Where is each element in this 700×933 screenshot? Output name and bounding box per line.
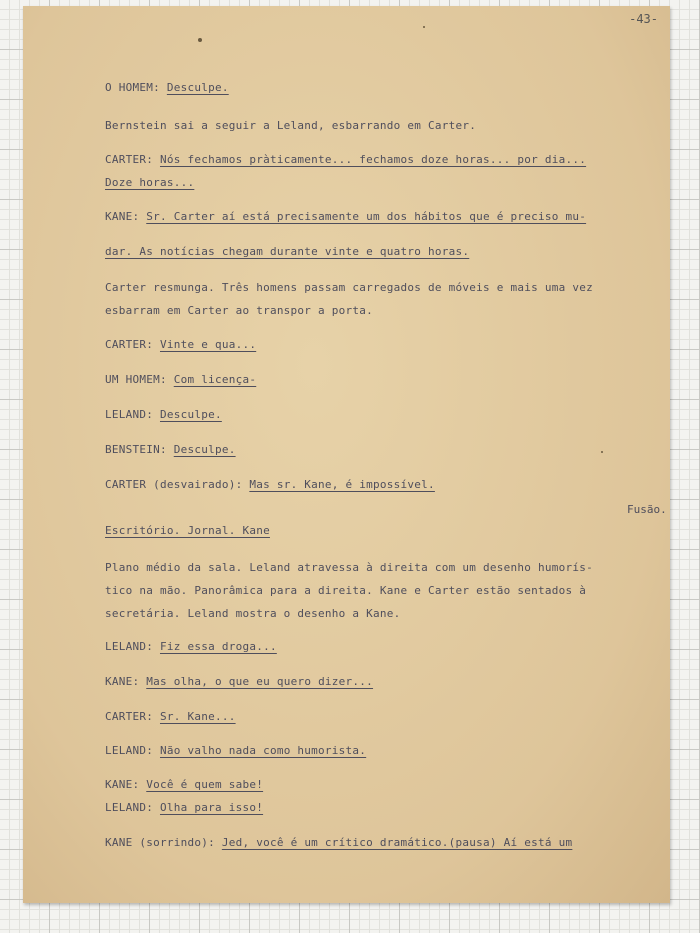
speaker: UM HOMEM: (105, 373, 167, 386)
script-line (105, 210, 586, 223)
script-line (105, 801, 263, 814)
transition-label: Fusão. (627, 503, 667, 516)
script-line (105, 153, 586, 166)
dialogue: Não valho nada como humorista. (159, 744, 367, 757)
speaker: LELAND: (105, 801, 154, 814)
speaker: LELAND: (105, 408, 154, 421)
speaker: CARTER (desvairado): (105, 478, 243, 491)
dialogue: Mas sr. Kane, é impossível. (249, 478, 435, 491)
scene-heading: Escritório. Jornal. Kane (105, 524, 270, 537)
script-line (105, 408, 222, 421)
script-line (105, 640, 277, 653)
dialogue: Você é quem sabe! (146, 778, 264, 791)
stage-direction: esbarram em Carter ao transpor a porta. (105, 304, 374, 317)
dialogue: Desculpe. (166, 81, 229, 94)
dialogue: Fiz essa droga... (159, 640, 277, 653)
speaker: CARTER: (105, 338, 154, 351)
speaker: KANE: (105, 778, 140, 791)
script-line (105, 443, 236, 456)
dialogue: Jed, você é um crítico dramático.(pausa) Aí está um (221, 836, 573, 849)
speaker: CARTER: (105, 710, 154, 723)
script-line (105, 675, 373, 688)
stage-direction: Carter resmunga. Três homens passam carregados de móveis e mais uma vez (105, 281, 593, 294)
dialogue-continued: dar. As notícias chegam durante vinte e quatro horas. (105, 245, 470, 258)
speaker: BENSTEIN: (105, 443, 167, 456)
script-line (105, 81, 229, 94)
dialogue: Vinte e qua... (159, 338, 257, 351)
dialogue: Mas olha, o que eu quero dizer... (146, 675, 374, 688)
script-line (105, 338, 256, 351)
stage-direction: Bernstein sai a seguir a Leland, esbarrando em Carter. (105, 119, 477, 132)
dialogue: Sr. Kane... (159, 710, 236, 723)
dialogue: Sr. Carter aí está precisamente um dos hábitos que é preciso mu- (146, 210, 587, 223)
speaker: LELAND: (105, 640, 154, 653)
dialogue: Desculpe. (159, 408, 222, 421)
speaker: KANE: (105, 675, 140, 688)
speaker: CARTER: (105, 153, 154, 166)
script-line (105, 373, 256, 386)
speaker: LELAND: (105, 744, 154, 757)
script-line (105, 478, 435, 491)
dialogue: Com licença- (173, 373, 257, 386)
script-line (105, 710, 236, 723)
dialogue-continued: Doze horas... (105, 176, 195, 189)
speaker: KANE: (105, 210, 140, 223)
stage-direction: Plano médio da sala. Leland atravessa à direita com um desenho humorís- (105, 561, 593, 574)
stage-direction: tico na mão. Panorâmica para a direita. Kane e Carter estão sentados à (105, 584, 587, 597)
dialogue: Olha para isso! (159, 801, 264, 814)
script-line (105, 836, 572, 849)
dialogue: Nós fechamos pràticamente... fechamos doze horas... por dia... (159, 153, 587, 166)
speaker: O HOMEM: (105, 81, 160, 94)
script-line (105, 744, 366, 757)
page-number: -43- (629, 12, 658, 26)
dialogue: Desculpe. (173, 443, 236, 456)
speaker: KANE (sorrindo): (105, 836, 215, 849)
stage-direction: secretária. Leland mostra o desenho a Kane. (105, 607, 401, 620)
script-line (105, 778, 263, 791)
